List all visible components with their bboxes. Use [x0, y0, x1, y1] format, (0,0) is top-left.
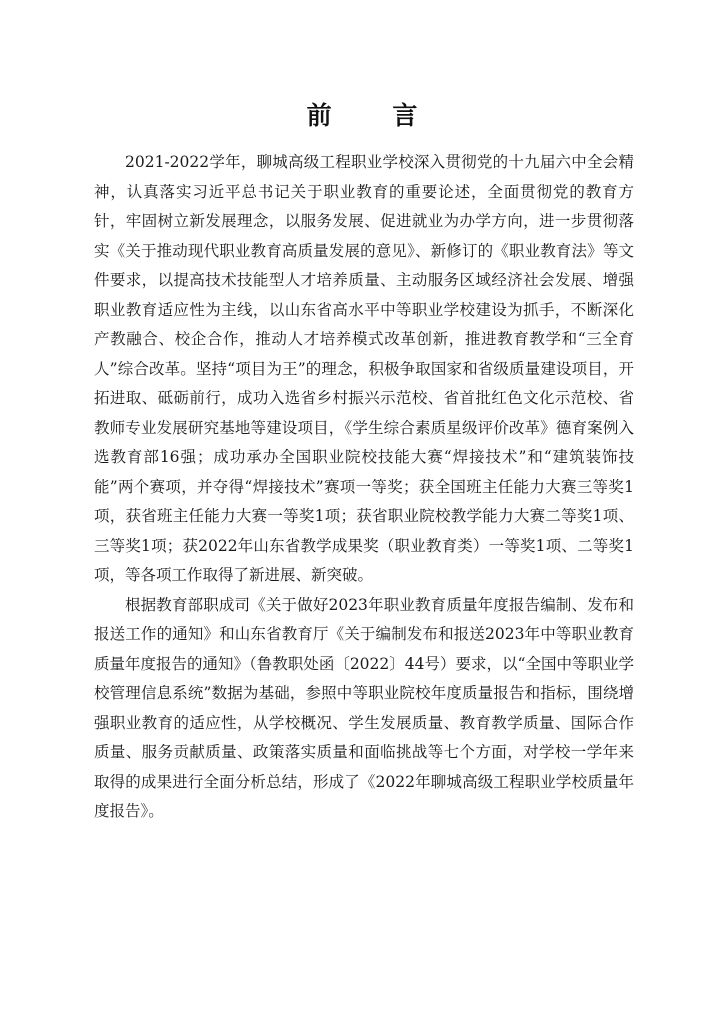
page-title: 前 言 — [306, 101, 444, 130]
document-body — [94, 148, 634, 827]
paragraph-basis: 根据教育部职成司《关于做好2023年职业教育质量年度报告编制、发布和报送工作的通知》和山东省教育厅《关于编制发布和报送2023年中等职业教育质量年度报告的通知》（鲁教职处函〔2022〕44号）要求，以“全国中等职业学校管理信息系统”数据为基础，参照中等职业院校年度质量报告和指标，围绕增强职业教育的适应性，从学校概况、学生发展质量、教育教学质量、国际合作质量、服务贡献质量、政策落实质量和面临挑战等七个方面，对学校一学年来取得的成果进行全面分析总结，形成了《2022年聊城高级工程职业学校质量年度报告》。 — [94, 595, 634, 820]
paragraph-intro: 2021-2022学年，聊城高级工程职业学校深入贯彻党的十九届六中全会精神，认真落实习近平总书记关于职业教育的重要论述，全面贯彻党的教育方针，牢固树立新发展理念，以服务发展、促进就业为办学方向，进一步贯彻落实《关于推动现代职业教育高质量发展的意见》、新修订的《职业教育法》等文件要求，以提高技术技能型人才培养质量、主动服务区域经济社会发展、增强职业教育适应性为主线，以山东省高水平中等职业学校建设为抓手，不断深化产教融合、校企合作，推动人才培养模式改革创新，推进教育教学和“三全育人”综合改革。坚持“项目为王”的理念，积极争取国家和省级质量建设项目，开拓进取、砥砺前行，成功入选省乡村振兴示范校、省首批红色文化示范校、省教师专业发展研究基地等建设项目，《学生综合素质星级评价改革》德育案例入选教育部16强；成功承办全国职业院校技能大赛“焊接技术”和“建筑装饰技能”两个赛项，并夺得“焊接技术”赛项一等奖；获全国班主任能力大赛三等奖1项，获省班主任能力大赛一等奖1项；获省职业院校教学能力大赛二等奖1项、三等奖1项；获2022年山东省教学成果奖（职业教育类）一等奖1项、二等奖1项，等各项工作取得了新进展、新突破。 — [94, 153, 634, 584]
